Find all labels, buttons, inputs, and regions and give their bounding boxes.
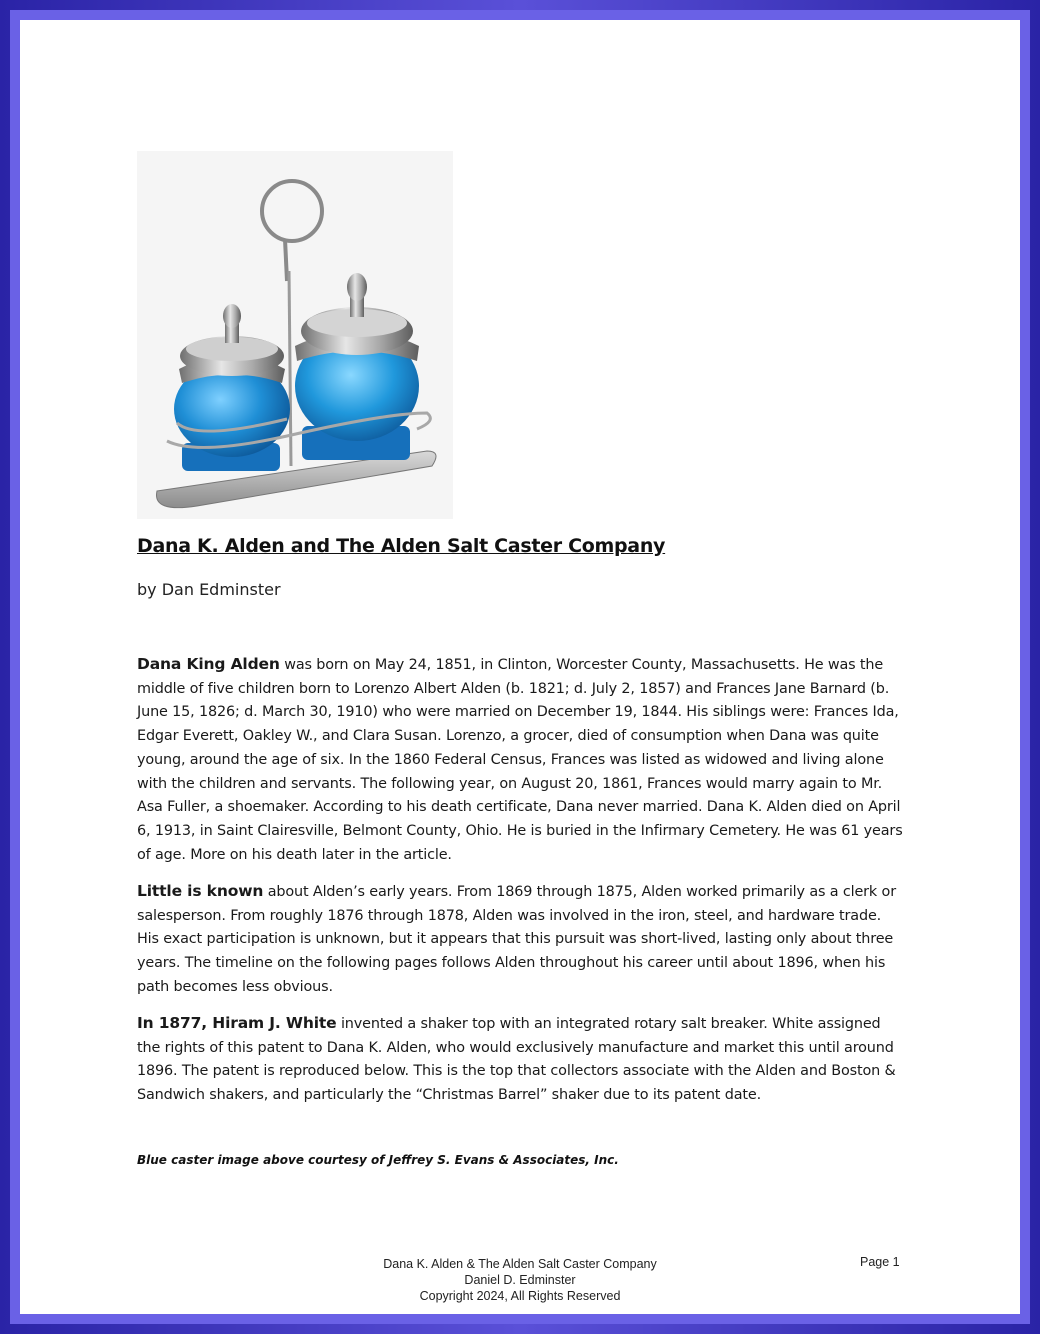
page-footer [310,1257,730,1304]
paragraph-lead: In 1877, Hiram J. White [137,1014,337,1032]
paragraph-3 [137,1012,907,1108]
paragraph-1 [137,653,907,867]
footer-author: Daniel D. Edminster [464,1272,576,1287]
footer-title: Dana K. Alden & The Alden Salt Caster Company [383,1257,657,1271]
document-page [20,20,1020,1314]
paragraph-lead: Little is known [137,882,264,900]
footer-copyright: Copyright 2024, All Rights Reserved [419,1288,621,1303]
paragraph-2 [137,880,907,1000]
page-number: Page 1 [860,1255,900,1269]
paragraph-text: was born on May 24, 1851, in Clinton, Worcester County, Massachusetts. He was the middle of five children born to Lorenzo Albert Alden (b. 1821; d. July 2, 1857) and Frances Jane Barnard (b. June 15, 1826; d. March 30, 1910) who were married on December 19, 1844. His siblings were: Frances Ida, Edgar Everett, Oakley W., and Clara Susan. Lorenzo, a grocer, died of consumption when Dana was quite young, around the age of six. In the 1860 Federal Census, Frances was listed as widowed and living alone with the children and servants. The following year, on August 20, 1861, Frances would marry again to Mr. Asa Fuller, a shoemaker. According to his death certificate, Dana never married. Dana K. Alden died on April 6, 1913, in Saint Clairesville, Belmont County, Ohio. He is buried in the Infirmary Cemetery. He was 61 years of age. More on his death later in the article. [137,657,903,863]
salt-caster-photo [137,151,453,519]
image-credit: Blue caster image above courtesy of Jeffrey S. Evans & Associates, Inc. [137,1153,619,1167]
page-title: Dana K. Alden and The Alden Salt Caster Company [137,535,666,557]
paragraph-text: about Alden’s early years. From 1869 through 1875, Alden worked primarily as a clerk or salesperson. From roughly 1876 through 1878, Alden was involved in the iron, steel, and hardware trade. His exact participation is unknown, but it appears that this pursuit was short-lived, lasting only about three years. The timeline on the following pages follows Alden throughout his career until about 1896, when his path becomes less obvious. [137,884,896,995]
byline: by Dan Edminster [137,580,281,599]
paragraph-lead: Dana King Alden [137,655,280,673]
salt-caster-illustration [137,151,453,519]
paragraph-text: invented a shaker top with an integrated rotary salt breaker. White assigned the rights of this patent to Dana K. Alden, who would exclusively manufacture and market this until around 1896. The patent is reproduced below. This is the top that collectors associate with the Alden and Boston & Sandwich shakers, and particularly the “Christmas Barrel” shaker due to its patent date. [137,1016,896,1104]
